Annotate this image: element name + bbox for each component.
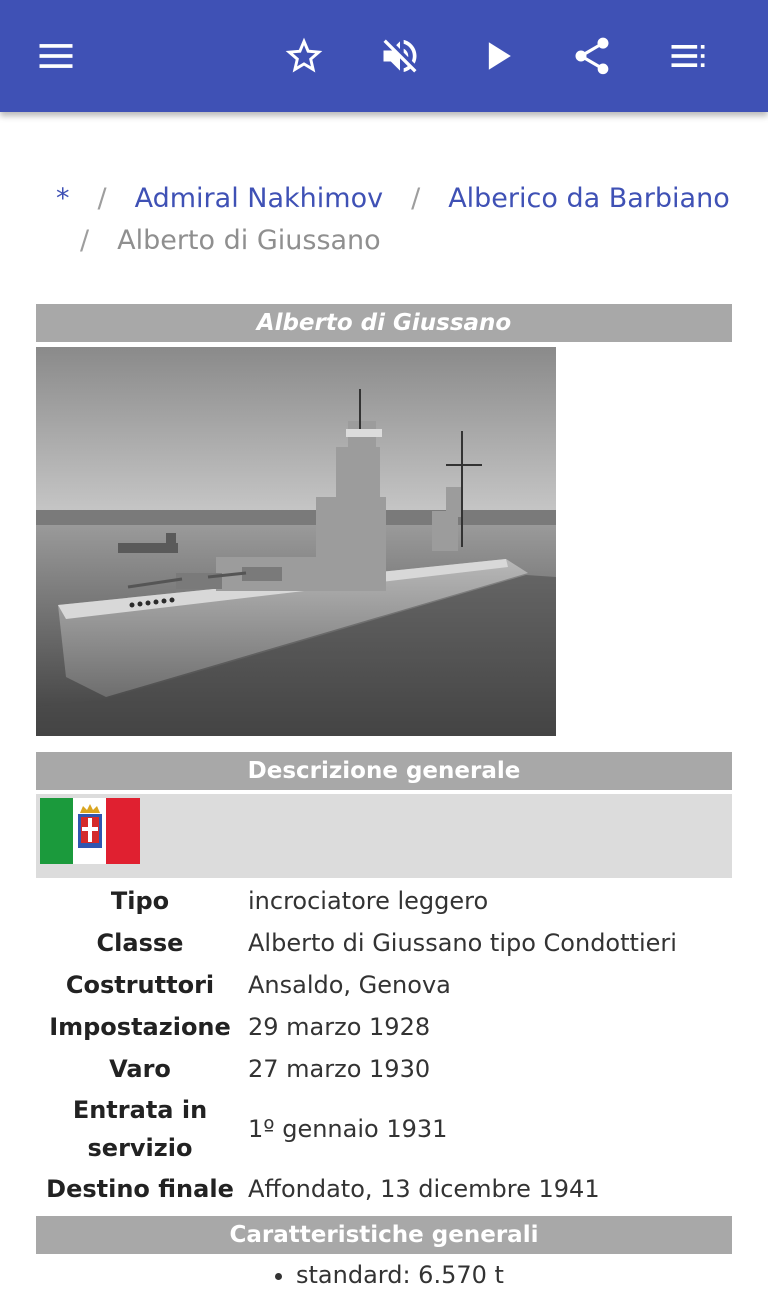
flag-row: [36, 794, 732, 878]
table-row: [36, 964, 732, 1006]
row-label: Entrata in servizio: [72, 1096, 208, 1162]
row-value: Ansaldo, Genova: [248, 971, 451, 999]
mute-button[interactable]: [372, 28, 428, 84]
breadcrumb-separator: /: [411, 183, 421, 214]
menu-icon: [34, 34, 78, 78]
row-label: Destino finale: [46, 1175, 234, 1203]
breadcrumb: [56, 178, 736, 262]
row-label: Costruttori: [65, 971, 215, 999]
breadcrumb-home-link[interactable]: *: [56, 183, 70, 214]
menu-button[interactable]: [28, 28, 84, 84]
play-button[interactable]: [470, 28, 526, 84]
row-label: Tipo: [110, 887, 170, 915]
ship-photo[interactable]: [36, 347, 556, 736]
table-row: [36, 922, 732, 964]
breadcrumb-item-admiral-nakhimov[interactable]: Admiral Nakhimov: [134, 183, 384, 214]
app-bar: [0, 0, 768, 112]
table-row: [36, 1048, 732, 1090]
infobox: [36, 304, 732, 1292]
row-label: Classe: [96, 929, 184, 957]
row-value: 29 marzo 1928: [248, 1013, 431, 1041]
row-value: 27 marzo 1930: [248, 1055, 431, 1083]
breadcrumb-separator: /: [97, 183, 107, 214]
list-item: • standard: 6.570 t: [296, 1258, 732, 1292]
play-icon: [476, 34, 520, 78]
playlist-icon: [666, 34, 710, 78]
infobox-table: [36, 880, 732, 1210]
table-row: [36, 880, 732, 922]
table-row: [36, 1090, 732, 1168]
row-value: 1º gennaio 1931: [248, 1115, 448, 1143]
share-icon: [570, 34, 614, 78]
breadcrumb-separator: /: [80, 225, 90, 256]
section-header-characteristics: Caratteristiche generali: [36, 1216, 732, 1254]
row-value: Alberto di Giussano tipo Condottieri: [248, 929, 677, 957]
row-value: incrociatore leggero: [248, 887, 489, 915]
row-value: Affondato, 13 dicembre 1941: [248, 1175, 600, 1203]
contents-button[interactable]: [660, 28, 716, 84]
breadcrumb-current: Alberto di Giussano: [117, 225, 381, 256]
table-row: [36, 1168, 732, 1210]
section-header-general: Descrizione generale: [36, 752, 732, 790]
star-outline-icon: [282, 34, 326, 78]
favorite-button[interactable]: [276, 28, 332, 84]
row-label: Varo: [109, 1055, 171, 1083]
share-button[interactable]: [564, 28, 620, 84]
volume-off-icon: [378, 34, 422, 78]
table-row: [36, 1006, 732, 1048]
row-label: Impostazione: [49, 1013, 231, 1041]
italy-flag-icon: [40, 798, 140, 864]
characteristics-list: [36, 1258, 732, 1292]
infobox-title: Alberto di Giussano: [36, 304, 732, 342]
breadcrumb-item-alberico-da-barbiano[interactable]: Alberico da Barbiano: [448, 183, 730, 214]
